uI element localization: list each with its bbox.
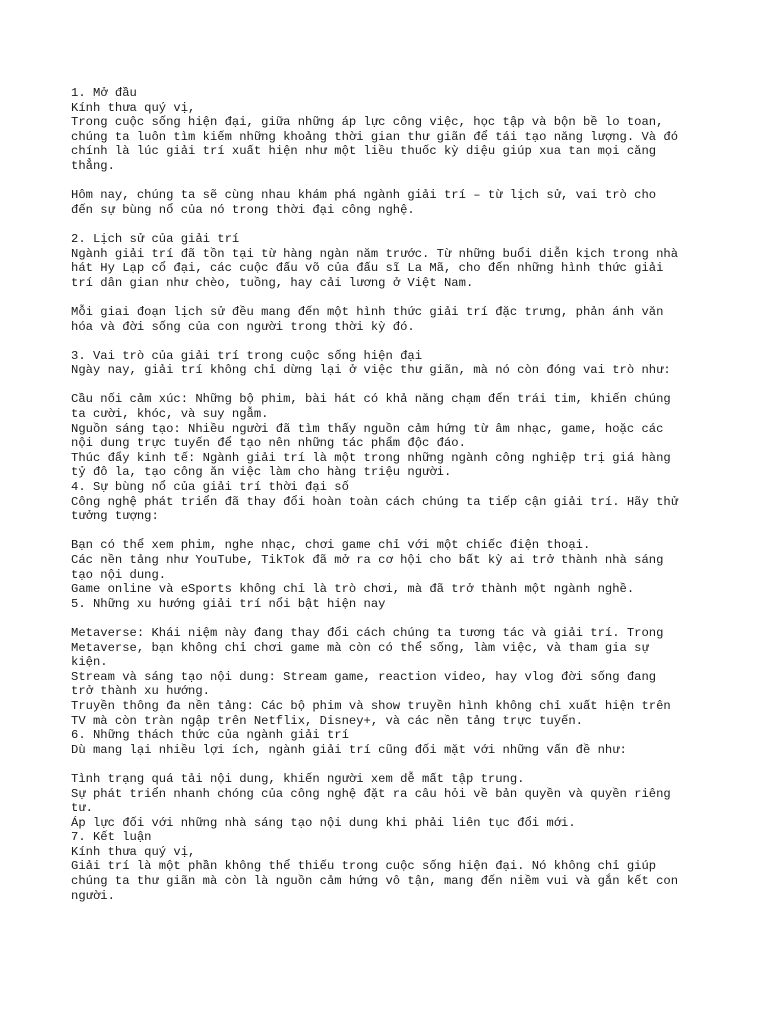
text-line: Truyền thông đa nền tảng: Các bộ phim và show truyền hình không chỉ xuất hiện trên — [71, 698, 671, 713]
text-line: Công nghệ phát triển đã thay đổi hoàn toàn cách chúng ta tiếp cận giải trí. Hãy thử — [71, 494, 679, 509]
document-page — [71, 86, 711, 903]
text-line: Mỗi giai đoạn lịch sử đều mang đến một hình thức giải trí đặc trưng, phản ánh văn — [71, 304, 664, 319]
text-line: tỷ đô la, tạo công ăn việc làm cho hàng triệu người. — [71, 465, 452, 480]
text-line: người. — [71, 888, 115, 903]
text-line: Metaverse, bạn không chỉ chơi game mà còn có thể sống, làm việc, và tham gia sự — [71, 640, 649, 655]
text-line: 3. Vai trò của giải trí trong cuộc sống hiện đại — [71, 348, 423, 363]
text-line: 1. Mở đầu — [71, 86, 137, 100]
blank-line — [71, 334, 711, 349]
text-line: Sự phát triển nhanh chóng của công nghệ đặt ra câu hỏi về bản quyền và quyền riêng — [71, 786, 671, 801]
text-line: hát Hy Lạp cổ đại, các cuộc đấu võ của đấu sĩ La Mã, cho đến những hình thức giải — [71, 261, 664, 276]
text-line: Dù mang lại nhiều lợi ích, ngành giải trí cũng đối mặt với những vấn đề như: — [71, 742, 627, 757]
text-line: tưởng tượng: — [71, 509, 159, 524]
text-line: TV mà còn tràn ngập trên Netflix, Disney+, và các nền tảng trực tuyến. — [71, 713, 583, 728]
text-line: 4. Sự bùng nổ của giải trí thời đại số — [71, 480, 349, 495]
text-line: chính là lúc giải trí xuất hiện như một liều thuốc kỳ diệu giúp xua tan mọi căng — [71, 144, 657, 159]
text-line: Tình trạng quá tải nội dung, khiến người xem dễ mất tập trung. — [71, 771, 525, 786]
text-line: 6. Những thách thức của ngành giải trí — [71, 728, 349, 743]
text-line: Thúc đẩy kinh tế: Ngành giải trí là một trong những ngành công nghiệp trị giá hàng — [71, 450, 671, 465]
text-line: đến sự bùng nổ của nó trong thời đại công nghệ. — [71, 202, 415, 217]
blank-line — [71, 524, 711, 539]
text-line: thẳng. — [71, 158, 115, 173]
text-line: Cầu nối cảm xúc: Những bộ phim, bài hát có khả năng chạm đến trái tim, khiến chúng — [71, 392, 671, 407]
text-line: Kính thưa quý vị, — [71, 844, 196, 859]
text-line: chúng ta luôn tìm kiếm những khoảng thời gian thư giãn để tái tạo năng lượng. Và đó — [71, 129, 679, 144]
text-line: hóa và đời sống của con người trong thời kỳ đó. — [71, 319, 415, 334]
text-line: Kính thưa quý vị, — [71, 100, 196, 115]
text-line: Nguồn sáng tạo: Nhiều người đã tìm thấy nguồn cảm hứng từ âm nhạc, game, hoặc các — [71, 421, 664, 436]
blank-line — [71, 217, 711, 232]
text-line: Bạn có thể xem phim, nghe nhạc, chơi game chỉ với một chiếc điện thoại. — [71, 538, 591, 553]
text-line: Stream và sáng tạo nội dung: Stream game, reaction video, hay vlog đời sống đang — [71, 669, 657, 684]
blank-line — [71, 174, 711, 189]
text-line: 7. Kết luận — [71, 830, 152, 845]
text-line: Metaverse: Khái niệm này đang thay đổi cách chúng ta tương tác và giải trí. Trong — [71, 625, 664, 640]
text-line: trí dân gian như chèo, tuồng, hay cải lương ở Việt Nam. — [71, 275, 474, 290]
text-line: trở thành xu hướng. — [71, 684, 210, 699]
text-line: Áp lực đối với những nhà sáng tạo nội dung khi phải liên tục đổi mới. — [71, 815, 576, 830]
text-line: Các nền tảng như YouTube, TikTok đã mở ra cơ hội cho bất kỳ ai trở thành nhà sáng — [71, 553, 664, 567]
text-line: 5. Những xu hướng giải trí nổi bật hiện nay — [71, 596, 386, 611]
text-line: kiện. — [71, 655, 108, 670]
blank-line — [71, 290, 711, 305]
text-line: Ngành giải trí đã tồn tại từ hàng ngàn năm trước. Từ những buổi diễn kịch trong nhà — [71, 246, 679, 261]
text-line: Ngày nay, giải trí không chỉ dừng lại ở việc thư giãn, mà nó còn đóng vai trò như: — [71, 363, 671, 378]
text-line: Trong cuộc sống hiện đại, giữa những áp lực công việc, học tập và bộn bề lo toan, — [71, 115, 664, 130]
text-line: Game online và eSports không chỉ là trò chơi, mà đã trở thành một ngành nghề. — [71, 582, 635, 597]
blank-line — [71, 611, 711, 626]
blank-line — [71, 378, 711, 393]
text-line: Giải trí là một phần không thể thiếu trong cuộc sống hiện đại. Nó không chỉ giúp — [71, 859, 657, 874]
text-line: tư. — [71, 801, 93, 816]
blank-line — [71, 757, 711, 772]
text-line: nội dung trực tuyến để tạo nên những tác phẩm độc đáo. — [71, 436, 466, 451]
text-line: Hôm nay, chúng ta sẽ cùng nhau khám phá ngành giải trí – từ lịch sử, vai trò cho — [71, 188, 657, 203]
text-line: chúng ta thư giãn mà còn là nguồn cảm hứng vô tận, mang đến niềm vui và gắn kết con — [71, 874, 679, 889]
text-line: ta cười, khóc, và suy ngẫm. — [71, 407, 269, 422]
text-line: tạo nội dung. — [71, 567, 167, 582]
text-line: 2. Lịch sử của giải trí — [71, 231, 240, 246]
